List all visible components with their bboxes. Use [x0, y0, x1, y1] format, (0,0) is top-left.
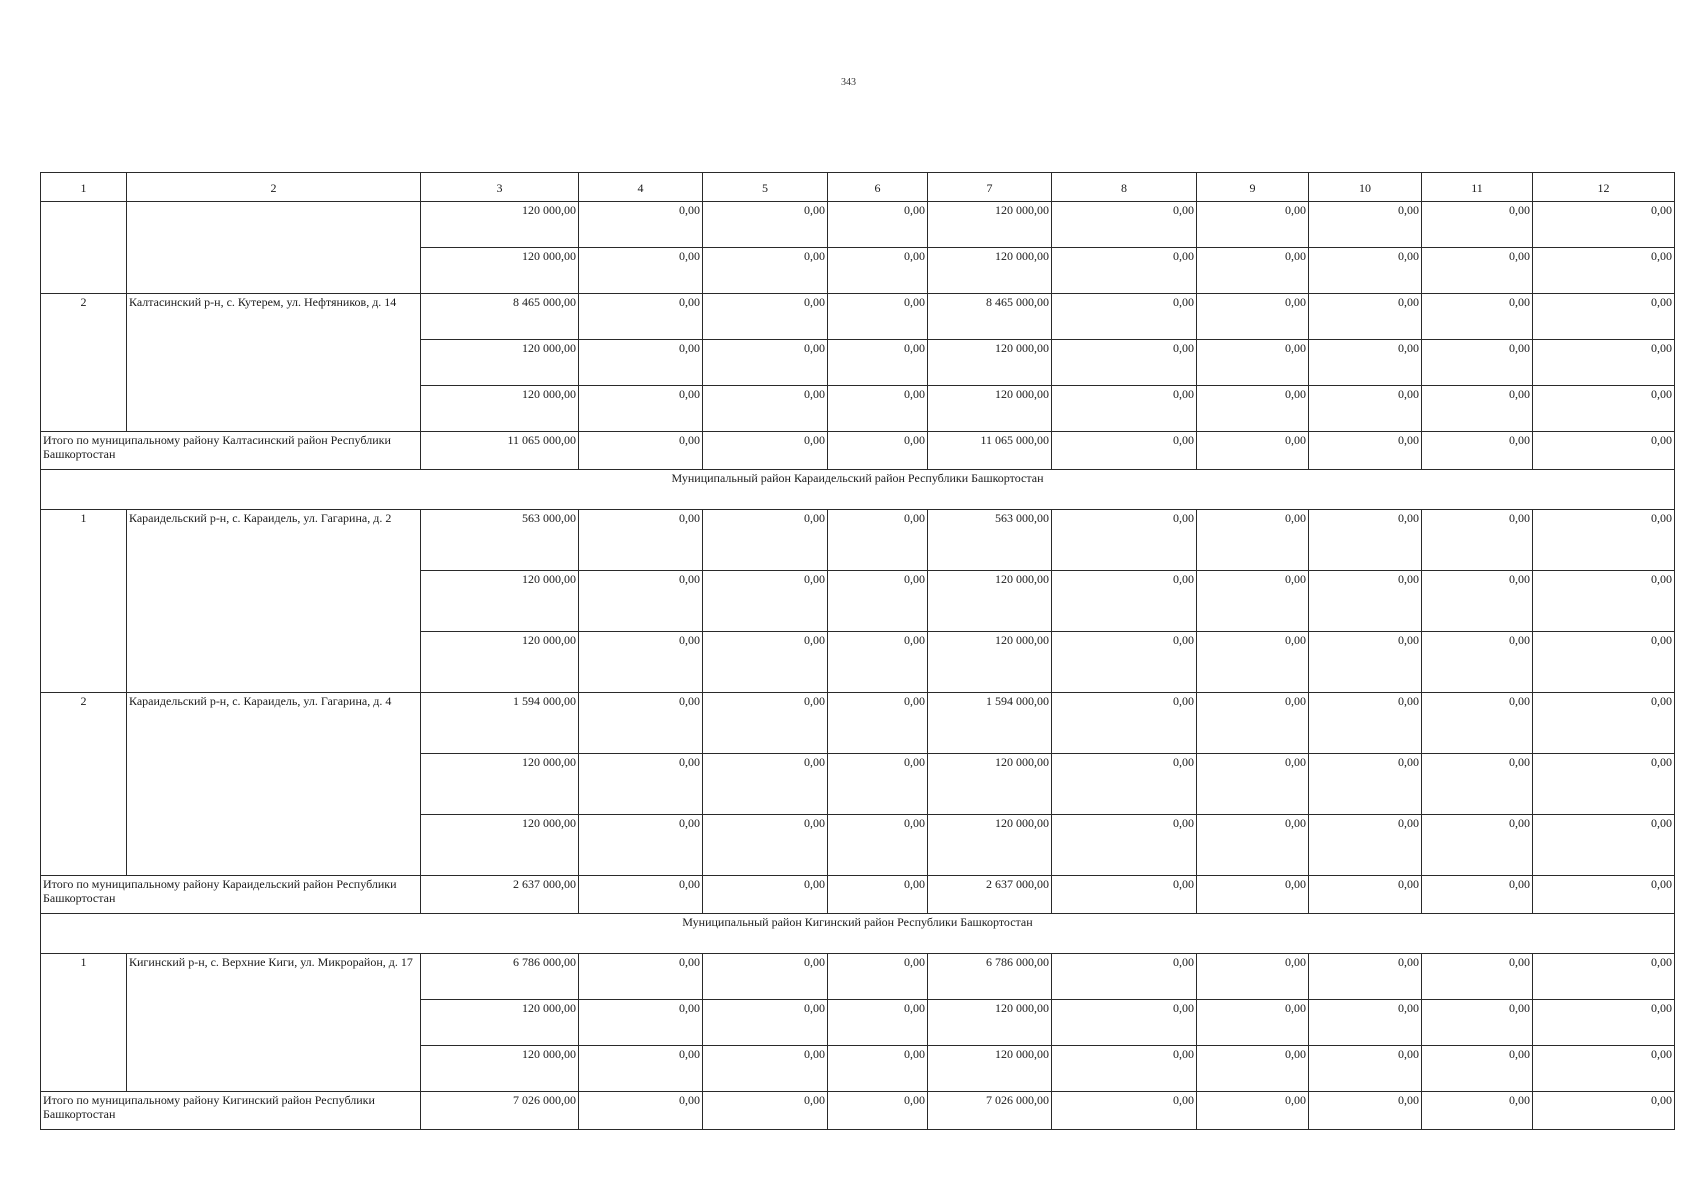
header-col-8: 8: [1052, 173, 1197, 202]
section-title: Муниципальный район Караидельский район Республики Башкортостан: [41, 470, 1675, 510]
value-cell-col-9: 0,00: [1197, 754, 1309, 815]
value-cell-col-5: 0,00: [703, 340, 828, 386]
header-col-7: 7: [928, 173, 1052, 202]
row-index: [41, 202, 127, 294]
value-cell-col-10: 0,00: [1309, 876, 1422, 914]
value-cell-col-5: 0,00: [703, 954, 828, 1000]
table-row: [41, 294, 1675, 340]
total-label: Итого по муниципальному району Караидельский район Республики Башкортостан: [41, 876, 421, 914]
value-cell-col-5: 0,00: [703, 432, 828, 470]
value-cell-col-4: 0,00: [579, 386, 703, 432]
value-cell-col-4: 0,00: [579, 954, 703, 1000]
value-cell-col-4: 0,00: [579, 754, 703, 815]
value-cell-col-9: 0,00: [1197, 432, 1309, 470]
value-cell-col-8: 0,00: [1052, 340, 1197, 386]
value-cell-col-8: 0,00: [1052, 294, 1197, 340]
row-index: 2: [41, 693, 127, 876]
value-cell-col-5: 0,00: [703, 202, 828, 248]
value-cell-col-10: 0,00: [1309, 815, 1422, 876]
value-cell-col-8: 0,00: [1052, 1046, 1197, 1092]
page-number: 343: [841, 77, 856, 88]
value-cell-col-3: 120 000,00: [421, 1000, 579, 1046]
value-cell-col-9: 0,00: [1197, 1092, 1309, 1130]
value-cell-col-7: 120 000,00: [928, 340, 1052, 386]
table-row: [41, 510, 1675, 571]
value-cell-col-7: 1 594 000,00: [928, 693, 1052, 754]
header-col-12: 12: [1533, 173, 1675, 202]
header-col-1: 1: [41, 173, 127, 202]
value-cell-col-7: 7 026 000,00: [928, 1092, 1052, 1130]
value-cell-col-10: 0,00: [1309, 248, 1422, 294]
value-cell-col-11: 0,00: [1422, 248, 1533, 294]
value-cell-col-10: 0,00: [1309, 571, 1422, 632]
value-cell-col-5: 0,00: [703, 248, 828, 294]
value-cell-col-5: 0,00: [703, 294, 828, 340]
value-cell-col-6: 0,00: [828, 386, 928, 432]
total-row: [41, 876, 1675, 914]
value-cell-col-4: 0,00: [579, 432, 703, 470]
value-cell-col-12: 0,00: [1533, 202, 1675, 248]
value-cell-col-7: 120 000,00: [928, 1046, 1052, 1092]
value-cell-col-12: 0,00: [1533, 1046, 1675, 1092]
value-cell-col-7: 120 000,00: [928, 632, 1052, 693]
value-cell-col-3: 120 000,00: [421, 202, 579, 248]
table-row: [41, 693, 1675, 754]
value-cell-col-8: 0,00: [1052, 202, 1197, 248]
value-cell-col-8: 0,00: [1052, 632, 1197, 693]
section-row: [41, 470, 1675, 510]
value-cell-col-3: 120 000,00: [421, 571, 579, 632]
value-cell-col-10: 0,00: [1309, 510, 1422, 571]
value-cell-col-12: 0,00: [1533, 876, 1675, 914]
value-cell-col-10: 0,00: [1309, 340, 1422, 386]
value-cell-col-4: 0,00: [579, 571, 703, 632]
value-cell-col-3: 120 000,00: [421, 340, 579, 386]
value-cell-col-11: 0,00: [1422, 815, 1533, 876]
value-cell-col-3: 120 000,00: [421, 815, 579, 876]
object-address: [127, 202, 421, 294]
value-cell-col-11: 0,00: [1422, 954, 1533, 1000]
value-cell-col-10: 0,00: [1309, 954, 1422, 1000]
value-cell-col-10: 0,00: [1309, 386, 1422, 432]
section-title: Муниципальный район Кигинский район Республики Башкортостан: [41, 914, 1675, 954]
value-cell-col-10: 0,00: [1309, 632, 1422, 693]
value-cell-col-5: 0,00: [703, 1046, 828, 1092]
value-cell-col-8: 0,00: [1052, 1000, 1197, 1046]
value-cell-col-4: 0,00: [579, 294, 703, 340]
value-cell-col-11: 0,00: [1422, 571, 1533, 632]
value-cell-col-5: 0,00: [703, 1092, 828, 1130]
value-cell-col-5: 0,00: [703, 386, 828, 432]
value-cell-col-4: 0,00: [579, 248, 703, 294]
table-row: [41, 954, 1675, 1000]
header-col-6: 6: [828, 173, 928, 202]
value-cell-col-9: 0,00: [1197, 510, 1309, 571]
value-cell-col-3: 1 594 000,00: [421, 693, 579, 754]
value-cell-col-10: 0,00: [1309, 202, 1422, 248]
value-cell-col-10: 0,00: [1309, 693, 1422, 754]
value-cell-col-4: 0,00: [579, 1092, 703, 1130]
value-cell-col-11: 0,00: [1422, 294, 1533, 340]
value-cell-col-6: 0,00: [828, 571, 928, 632]
value-cell-col-8: 0,00: [1052, 510, 1197, 571]
value-cell-col-8: 0,00: [1052, 571, 1197, 632]
value-cell-col-8: 0,00: [1052, 1092, 1197, 1130]
header-col-11: 11: [1422, 173, 1533, 202]
header-col-2: 2: [127, 173, 421, 202]
value-cell-col-6: 0,00: [828, 1092, 928, 1130]
value-cell-col-5: 0,00: [703, 510, 828, 571]
table-header: [41, 173, 1675, 202]
value-cell-col-8: 0,00: [1052, 248, 1197, 294]
value-cell-col-7: 120 000,00: [928, 248, 1052, 294]
value-cell-col-7: 8 465 000,00: [928, 294, 1052, 340]
value-cell-col-4: 0,00: [579, 815, 703, 876]
value-cell-col-6: 0,00: [828, 876, 928, 914]
value-cell-col-9: 0,00: [1197, 294, 1309, 340]
header-col-10: 10: [1309, 173, 1422, 202]
value-cell-col-12: 0,00: [1533, 294, 1675, 340]
value-cell-col-7: 120 000,00: [928, 754, 1052, 815]
value-cell-col-10: 0,00: [1309, 1000, 1422, 1046]
value-cell-col-6: 0,00: [828, 294, 928, 340]
value-cell-col-8: 0,00: [1052, 386, 1197, 432]
value-cell-col-9: 0,00: [1197, 202, 1309, 248]
value-cell-col-3: 11 065 000,00: [421, 432, 579, 470]
header-col-5: 5: [703, 173, 828, 202]
object-address: Караидельский р-н, с. Караидель, ул. Гагарина, д. 4: [127, 693, 421, 876]
value-cell-col-7: 2 637 000,00: [928, 876, 1052, 914]
value-cell-col-6: 0,00: [828, 632, 928, 693]
value-cell-col-12: 0,00: [1533, 386, 1675, 432]
value-cell-col-8: 0,00: [1052, 815, 1197, 876]
value-cell-col-12: 0,00: [1533, 632, 1675, 693]
value-cell-col-6: 0,00: [828, 1000, 928, 1046]
value-cell-col-5: 0,00: [703, 571, 828, 632]
budget-table: [40, 172, 1675, 1130]
value-cell-col-10: 0,00: [1309, 1046, 1422, 1092]
value-cell-col-4: 0,00: [579, 876, 703, 914]
total-label: Итого по муниципальному району Калтасинский район Республики Башкортостан: [41, 432, 421, 470]
value-cell-col-9: 0,00: [1197, 815, 1309, 876]
value-cell-col-3: 2 637 000,00: [421, 876, 579, 914]
value-cell-col-11: 0,00: [1422, 432, 1533, 470]
value-cell-col-9: 0,00: [1197, 1000, 1309, 1046]
value-cell-col-12: 0,00: [1533, 510, 1675, 571]
total-row: [41, 432, 1675, 470]
value-cell-col-10: 0,00: [1309, 1092, 1422, 1130]
header-col-3: 3: [421, 173, 579, 202]
value-cell-col-6: 0,00: [828, 202, 928, 248]
value-cell-col-12: 0,00: [1533, 248, 1675, 294]
value-cell-col-5: 0,00: [703, 815, 828, 876]
value-cell-col-6: 0,00: [828, 432, 928, 470]
value-cell-col-11: 0,00: [1422, 1046, 1533, 1092]
value-cell-col-10: 0,00: [1309, 754, 1422, 815]
value-cell-col-9: 0,00: [1197, 1046, 1309, 1092]
value-cell-col-7: 120 000,00: [928, 815, 1052, 876]
value-cell-col-4: 0,00: [579, 693, 703, 754]
table-body: [41, 202, 1675, 1130]
value-cell-col-9: 0,00: [1197, 876, 1309, 914]
value-cell-col-12: 0,00: [1533, 571, 1675, 632]
table-row: [41, 202, 1675, 248]
value-cell-col-7: 6 786 000,00: [928, 954, 1052, 1000]
object-address: Кигинский р-н, с. Верхние Киги, ул. Микрорайон, д. 17: [127, 954, 421, 1092]
value-cell-col-11: 0,00: [1422, 1092, 1533, 1130]
value-cell-col-8: 0,00: [1052, 432, 1197, 470]
value-cell-col-9: 0,00: [1197, 632, 1309, 693]
value-cell-col-10: 0,00: [1309, 294, 1422, 340]
value-cell-col-6: 0,00: [828, 815, 928, 876]
value-cell-col-3: 120 000,00: [421, 754, 579, 815]
value-cell-col-9: 0,00: [1197, 248, 1309, 294]
value-cell-col-9: 0,00: [1197, 571, 1309, 632]
value-cell-col-7: 120 000,00: [928, 202, 1052, 248]
header-row: [41, 173, 1675, 202]
value-cell-col-4: 0,00: [579, 510, 703, 571]
value-cell-col-3: 8 465 000,00: [421, 294, 579, 340]
value-cell-col-12: 0,00: [1533, 432, 1675, 470]
value-cell-col-12: 0,00: [1533, 1092, 1675, 1130]
value-cell-col-12: 0,00: [1533, 954, 1675, 1000]
value-cell-col-3: 7 026 000,00: [421, 1092, 579, 1130]
row-index: 1: [41, 510, 127, 693]
value-cell-col-9: 0,00: [1197, 693, 1309, 754]
value-cell-col-7: 120 000,00: [928, 1000, 1052, 1046]
value-cell-col-8: 0,00: [1052, 876, 1197, 914]
value-cell-col-5: 0,00: [703, 632, 828, 693]
value-cell-col-4: 0,00: [579, 340, 703, 386]
value-cell-col-11: 0,00: [1422, 1000, 1533, 1046]
value-cell-col-12: 0,00: [1533, 340, 1675, 386]
value-cell-col-11: 0,00: [1422, 632, 1533, 693]
total-label: Итого по муниципальному району Кигинский район Республики Башкортостан: [41, 1092, 421, 1130]
value-cell-col-7: 11 065 000,00: [928, 432, 1052, 470]
value-cell-col-11: 0,00: [1422, 510, 1533, 571]
value-cell-col-7: 120 000,00: [928, 386, 1052, 432]
row-index: 2: [41, 294, 127, 432]
value-cell-col-11: 0,00: [1422, 693, 1533, 754]
object-address: Караидельский р-н, с. Караидель, ул. Гагарина, д. 2: [127, 510, 421, 693]
value-cell-col-11: 0,00: [1422, 754, 1533, 815]
header-col-4: 4: [579, 173, 703, 202]
header-col-9: 9: [1197, 173, 1309, 202]
section-row: [41, 914, 1675, 954]
value-cell-col-6: 0,00: [828, 1046, 928, 1092]
value-cell-col-5: 0,00: [703, 754, 828, 815]
value-cell-col-9: 0,00: [1197, 954, 1309, 1000]
value-cell-col-3: 120 000,00: [421, 386, 579, 432]
value-cell-col-3: 120 000,00: [421, 1046, 579, 1092]
value-cell-col-11: 0,00: [1422, 876, 1533, 914]
total-row: [41, 1092, 1675, 1130]
value-cell-col-6: 0,00: [828, 340, 928, 386]
value-cell-col-12: 0,00: [1533, 754, 1675, 815]
value-cell-col-5: 0,00: [703, 693, 828, 754]
value-cell-col-11: 0,00: [1422, 202, 1533, 248]
value-cell-col-11: 0,00: [1422, 340, 1533, 386]
value-cell-col-5: 0,00: [703, 1000, 828, 1046]
value-cell-col-4: 0,00: [579, 1046, 703, 1092]
value-cell-col-5: 0,00: [703, 876, 828, 914]
value-cell-col-12: 0,00: [1533, 815, 1675, 876]
value-cell-col-7: 563 000,00: [928, 510, 1052, 571]
value-cell-col-6: 0,00: [828, 754, 928, 815]
value-cell-col-9: 0,00: [1197, 386, 1309, 432]
value-cell-col-6: 0,00: [828, 954, 928, 1000]
value-cell-col-3: 120 000,00: [421, 248, 579, 294]
value-cell-col-8: 0,00: [1052, 954, 1197, 1000]
value-cell-col-12: 0,00: [1533, 693, 1675, 754]
value-cell-col-7: 120 000,00: [928, 571, 1052, 632]
value-cell-col-6: 0,00: [828, 510, 928, 571]
row-index: 1: [41, 954, 127, 1092]
value-cell-col-8: 0,00: [1052, 754, 1197, 815]
value-cell-col-4: 0,00: [579, 632, 703, 693]
value-cell-col-11: 0,00: [1422, 386, 1533, 432]
value-cell-col-3: 6 786 000,00: [421, 954, 579, 1000]
value-cell-col-3: 563 000,00: [421, 510, 579, 571]
value-cell-col-3: 120 000,00: [421, 632, 579, 693]
object-address: Калтасинский р-н, с. Кутерем, ул. Нефтяников, д. 14: [127, 294, 421, 432]
value-cell-col-4: 0,00: [579, 1000, 703, 1046]
value-cell-col-12: 0,00: [1533, 1000, 1675, 1046]
value-cell-col-9: 0,00: [1197, 340, 1309, 386]
value-cell-col-6: 0,00: [828, 248, 928, 294]
value-cell-col-4: 0,00: [579, 202, 703, 248]
value-cell-col-8: 0,00: [1052, 693, 1197, 754]
value-cell-col-6: 0,00: [828, 693, 928, 754]
value-cell-col-10: 0,00: [1309, 432, 1422, 470]
